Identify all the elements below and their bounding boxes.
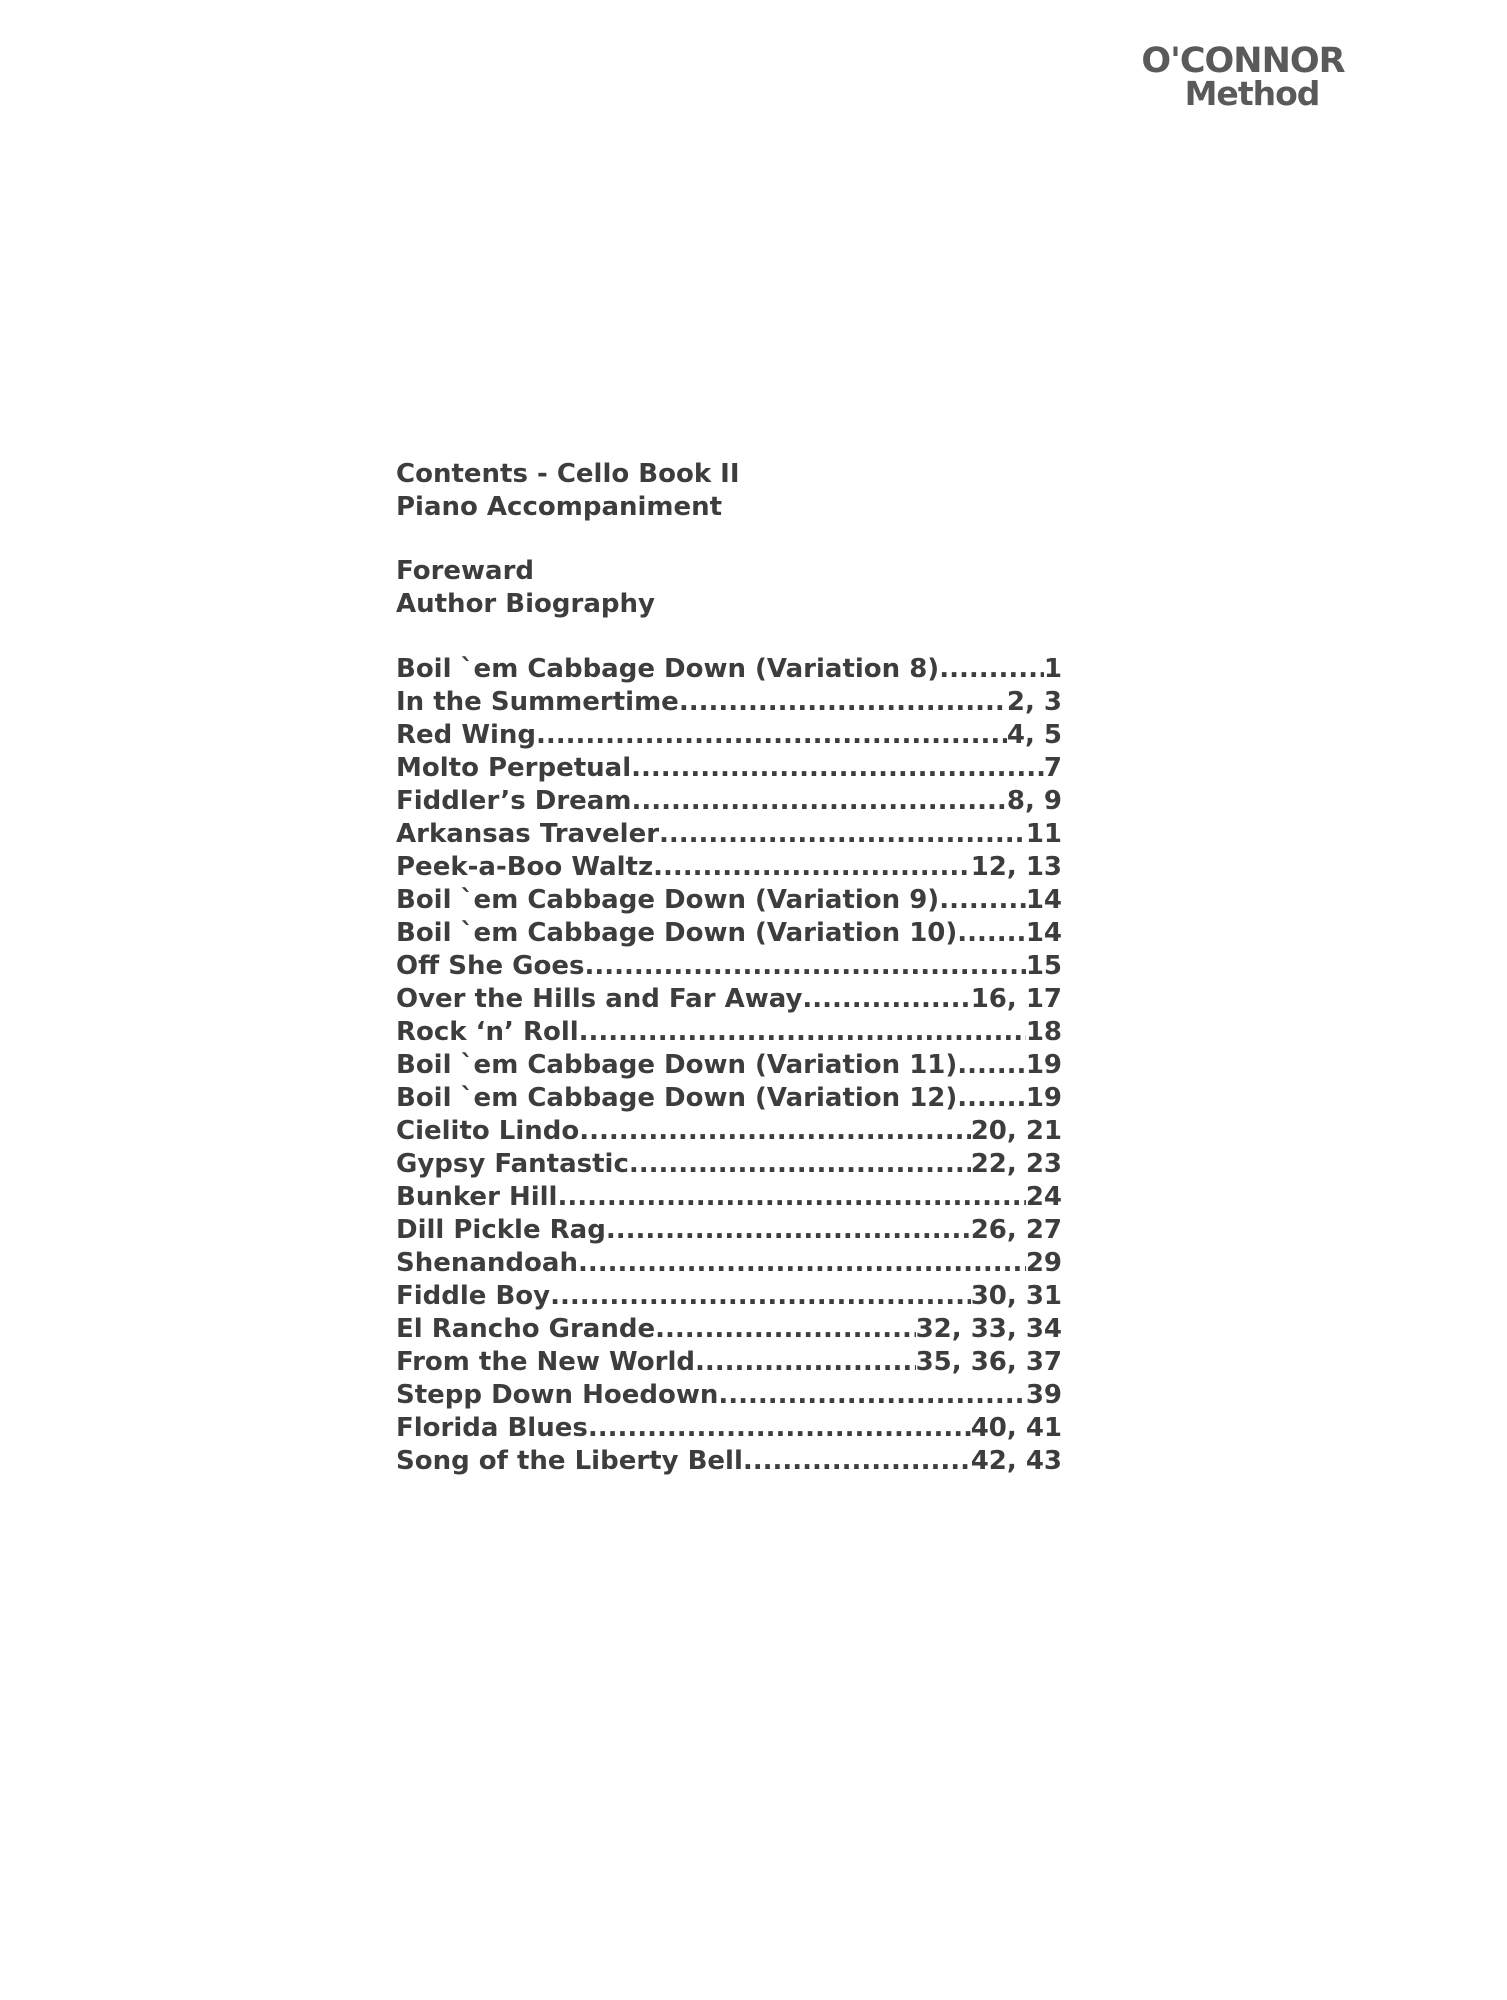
author-biography-heading: Author Biography bbox=[396, 589, 655, 619]
toc-entry bbox=[396, 1379, 1062, 1412]
toc-entry bbox=[396, 818, 1062, 851]
toc-entry-title: Boil `em Cabbage Down (Variation 10) bbox=[396, 918, 958, 948]
toc-dot-leader bbox=[655, 1313, 915, 1346]
toc-entry-title: Florida Blues bbox=[396, 1413, 588, 1443]
toc-entry-page: 40, 41 bbox=[970, 1413, 1062, 1443]
toc-dot-leader bbox=[536, 719, 1007, 752]
toc-entry-title: Rock ‘n’ Roll bbox=[396, 1017, 579, 1047]
toc-entry-page: 18 bbox=[1025, 1017, 1062, 1047]
toc-entry-title: Peek-a-Boo Waltz bbox=[396, 852, 654, 882]
toc-entry-page: 2, 3 bbox=[1006, 687, 1062, 717]
toc-entry-title: Arkansas Traveler bbox=[396, 819, 660, 849]
toc-entry-page: 12, 13 bbox=[970, 852, 1062, 882]
toc-entry-page: 14 bbox=[1025, 885, 1062, 915]
toc-entry-title: Boil `em Cabbage Down (Variation 11) bbox=[396, 1050, 958, 1080]
toc-dot-leader bbox=[939, 653, 1044, 686]
toc-entry-title: Cielito Lindo bbox=[396, 1116, 580, 1146]
toc-entry-page: 26, 27 bbox=[970, 1215, 1062, 1245]
toc-dot-leader bbox=[588, 1412, 971, 1445]
toc-entry bbox=[396, 653, 1062, 686]
toc-entry-page: 11 bbox=[1025, 819, 1062, 849]
toc-entry-title: Boil `em Cabbage Down (Variation 9) bbox=[396, 885, 940, 915]
toc-entry-page: 29 bbox=[1025, 1248, 1062, 1278]
toc-dot-leader bbox=[631, 785, 1006, 818]
toc-dot-leader bbox=[957, 1082, 1026, 1115]
toc-entry-page: 14 bbox=[1025, 918, 1062, 948]
toc-entry-page: 4, 5 bbox=[1006, 720, 1062, 750]
contents-title: Contents - Cello Book II bbox=[396, 459, 740, 489]
toc-entry-title: Boil `em Cabbage Down (Variation 8) bbox=[396, 654, 940, 684]
toc-entry-title: Boil `em Cabbage Down (Variation 12) bbox=[396, 1083, 958, 1113]
toc-entry bbox=[396, 1247, 1062, 1280]
toc-entry bbox=[396, 917, 1062, 950]
toc-entry-title: Bunker Hill bbox=[396, 1182, 558, 1212]
toc-entry bbox=[396, 1412, 1062, 1445]
logo-line-method: Method bbox=[1184, 74, 1320, 113]
toc-entry-page: 32, 33, 34 bbox=[915, 1314, 1062, 1344]
toc-entry-title: Fiddler’s Dream bbox=[396, 786, 632, 816]
contents-block bbox=[396, 458, 1062, 1478]
toc-dot-leader bbox=[957, 917, 1026, 950]
toc-dot-leader bbox=[631, 752, 1044, 785]
toc-entry bbox=[396, 1346, 1062, 1379]
toc-entry bbox=[396, 1016, 1062, 1049]
toc-entry bbox=[396, 983, 1062, 1016]
toc-entry bbox=[396, 1049, 1062, 1082]
toc-entry-page: 35, 36, 37 bbox=[915, 1347, 1062, 1377]
toc-entry-page: 15 bbox=[1025, 951, 1062, 981]
toc-dot-leader bbox=[629, 1148, 971, 1181]
toc-dot-leader bbox=[802, 983, 970, 1016]
toc-dot-leader bbox=[578, 1247, 1026, 1280]
toc-entry-title: Off She Goes bbox=[396, 951, 585, 981]
toc-entry bbox=[396, 785, 1062, 818]
toc-dot-leader bbox=[606, 1214, 971, 1247]
toc-dot-leader bbox=[659, 818, 1026, 851]
toc-entry bbox=[396, 1082, 1062, 1115]
toc-entry bbox=[396, 950, 1062, 983]
toc-entry bbox=[396, 1214, 1062, 1247]
toc-dot-leader bbox=[679, 686, 1007, 719]
toc-dot-leader bbox=[584, 950, 1025, 983]
toc-entry-page: 24 bbox=[1025, 1182, 1062, 1212]
toc-dot-leader bbox=[939, 884, 1026, 917]
toc-list bbox=[396, 653, 1062, 1478]
toc-entry-page: 39 bbox=[1025, 1380, 1062, 1410]
toc-entry-title: Dill Pickle Rag bbox=[396, 1215, 606, 1245]
toc-entry bbox=[396, 884, 1062, 917]
toc-dot-leader bbox=[579, 1016, 1026, 1049]
toc-dot-leader bbox=[718, 1379, 1025, 1412]
toc-entry bbox=[396, 1445, 1062, 1478]
toc-dot-leader bbox=[957, 1049, 1026, 1082]
toc-entry-title: Stepp Down Hoedown bbox=[396, 1380, 719, 1410]
toc-entry bbox=[396, 719, 1062, 752]
toc-entry-title: Shenandoah bbox=[396, 1248, 578, 1278]
toc-entry-title: Over the Hills and Far Away bbox=[396, 984, 803, 1014]
toc-entry-page: 22, 23 bbox=[970, 1149, 1062, 1179]
toc-dot-leader bbox=[695, 1346, 916, 1379]
toc-entry bbox=[396, 1313, 1062, 1346]
toc-entry-title: In the Summertime bbox=[396, 687, 679, 717]
toc-entry-page: 20, 21 bbox=[970, 1116, 1062, 1146]
toc-entry-page: 42, 43 bbox=[970, 1446, 1062, 1476]
toc-entry bbox=[396, 1148, 1062, 1181]
oconnor-method-logo bbox=[1128, 41, 1358, 113]
toc-entry-page: 16, 17 bbox=[970, 984, 1062, 1014]
toc-dot-leader bbox=[579, 1115, 970, 1148]
toc-entry-page: 19 bbox=[1025, 1083, 1062, 1113]
toc-entry-page: 7 bbox=[1043, 753, 1062, 783]
toc-entry-title: El Rancho Grande bbox=[396, 1314, 656, 1344]
logo-line-oconnor: O'CONNOR bbox=[1141, 41, 1345, 81]
toc-dot-leader bbox=[557, 1181, 1025, 1214]
toc-entry bbox=[396, 686, 1062, 719]
toc-dot-leader bbox=[743, 1445, 971, 1478]
toc-entry bbox=[396, 851, 1062, 884]
toc-dot-leader bbox=[550, 1280, 971, 1313]
toc-entry-page: 19 bbox=[1025, 1050, 1062, 1080]
contents-subtitle: Piano Accompaniment bbox=[396, 492, 723, 522]
toc-entry-title: Song of the Liberty Bell bbox=[396, 1446, 743, 1476]
toc-entry-title: Fiddle Boy bbox=[396, 1281, 551, 1311]
toc-entry-page: 8, 9 bbox=[1006, 786, 1062, 816]
foreward-heading: Foreward bbox=[396, 556, 535, 586]
toc-entry bbox=[396, 752, 1062, 785]
toc-entry bbox=[396, 1280, 1062, 1313]
toc-entry-page: 30, 31 bbox=[970, 1281, 1062, 1311]
toc-entry-page: 1 bbox=[1043, 654, 1062, 684]
toc-entry-title: From the New World bbox=[396, 1347, 695, 1377]
toc-entry-title: Molto Perpetual bbox=[396, 753, 632, 783]
toc-entry bbox=[396, 1115, 1062, 1148]
toc-entry-title: Red Wing bbox=[396, 720, 537, 750]
toc-dot-leader bbox=[653, 851, 971, 884]
toc-entry-title: Gypsy Fantastic bbox=[396, 1149, 629, 1179]
toc-entry bbox=[396, 1181, 1062, 1214]
